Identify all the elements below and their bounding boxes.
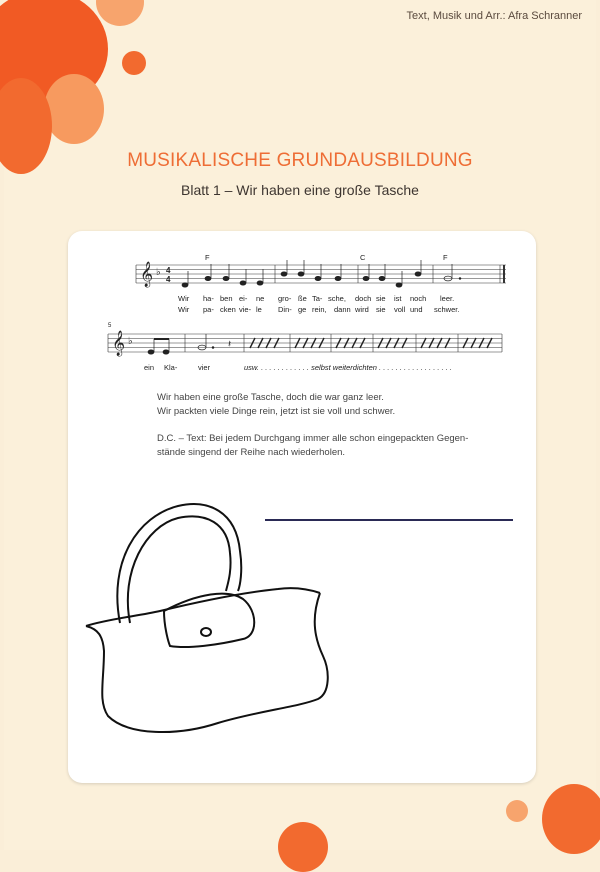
verse-line: Wir packten viele Dinge rein, jetzt ist sie voll und schwer. <box>157 406 396 417</box>
lyric-syllable: Ta- <box>312 294 323 303</box>
lyric-syllable: gro- <box>278 294 292 303</box>
lyric-syllable: ge <box>298 305 307 314</box>
lyric-syllable: rein, <box>312 305 327 314</box>
decor-circle <box>278 822 328 872</box>
lyric-syllable: voll <box>394 305 406 314</box>
svg-text:4: 4 <box>166 275 171 284</box>
decor-circle <box>542 784 600 854</box>
lyric-syllable: ist <box>394 294 402 303</box>
lyric-syllable: cken <box>220 305 236 314</box>
lyric-syllable: noch <box>410 294 427 303</box>
lyric-syllable: le <box>256 305 262 314</box>
lyric-syllable: Wir <box>178 294 190 303</box>
lyric-syllable: dann <box>334 305 351 314</box>
page-title: MUSIKALISCHE GRUNDAUSBILDUNG <box>127 150 473 171</box>
dc-line: D.C. – Text: Bei jedem Durchgang immer alle schon eingepackten Gegen- <box>157 433 469 444</box>
handbag-drawing <box>86 504 328 732</box>
chord-label: C <box>360 253 366 262</box>
writing-line[interactable] <box>265 519 513 521</box>
dc-instructions <box>157 432 509 460</box>
measure-number: 5 <box>108 323 112 329</box>
lyric-syllable: vie- <box>239 305 252 314</box>
verse-text <box>157 391 395 419</box>
lyric-syllable: sie <box>376 305 386 314</box>
lyric-syllable: doch <box>355 294 372 303</box>
svg-text:𝄽: 𝄽 <box>228 339 232 350</box>
lyric-syllable: ße <box>298 294 307 303</box>
lyric-syllable: ha- <box>203 294 214 303</box>
verse-line: Wir haben eine große Tasche, doch die war ganz leer. <box>157 392 384 403</box>
music-score <box>68 231 536 791</box>
lyric-syllable: ben <box>220 294 233 303</box>
svg-text:𝄞: 𝄞 <box>140 262 154 287</box>
svg-text:𝄞: 𝄞 <box>112 331 126 356</box>
lyric-syllable: sie <box>376 294 386 303</box>
svg-text:♭: ♭ <box>156 267 161 278</box>
lyric-syllable: leer. <box>440 294 455 303</box>
decor-circle <box>506 800 528 822</box>
lyric-syllable: wird <box>355 305 369 314</box>
svg-text:4: 4 <box>166 266 171 275</box>
lyric-syllable: ei- <box>239 294 248 303</box>
page-subtitle: Blatt 1 – Wir haben eine große Tasche <box>181 182 419 198</box>
chord-label: F <box>443 253 448 262</box>
lyric-syllable: ne <box>256 294 265 303</box>
lyric-syllable: sche, <box>328 294 346 303</box>
lyric-syllable: ein <box>144 363 155 372</box>
worksheet-card <box>68 231 536 783</box>
notes-line-2 <box>148 334 214 354</box>
chord-label: F <box>205 253 210 262</box>
lyric-syllable: vier <box>198 363 211 372</box>
lyric-syllable: schwer. <box>434 305 460 314</box>
lyric-syllable: pa- <box>203 305 214 314</box>
lyric-syllable: Din- <box>278 305 292 314</box>
decor-circle <box>122 51 146 75</box>
credit-line: Text, Musik und Arr.: Afra Schranner <box>406 10 582 22</box>
lyric-syllable: Kla- <box>164 363 178 372</box>
lyric-syllable: und <box>410 305 423 314</box>
lyric-syllable: Wir <box>178 305 190 314</box>
dc-line: stände singend der Reihe nach wiederholen. <box>157 447 346 458</box>
lyric-continuation: usw. . . . . . . . . . . . . selbst weiterdichten . . . . . . . . . . . . . . . . . . <box>244 363 452 372</box>
svg-text:♭: ♭ <box>128 336 133 347</box>
decor-circle <box>44 74 104 144</box>
